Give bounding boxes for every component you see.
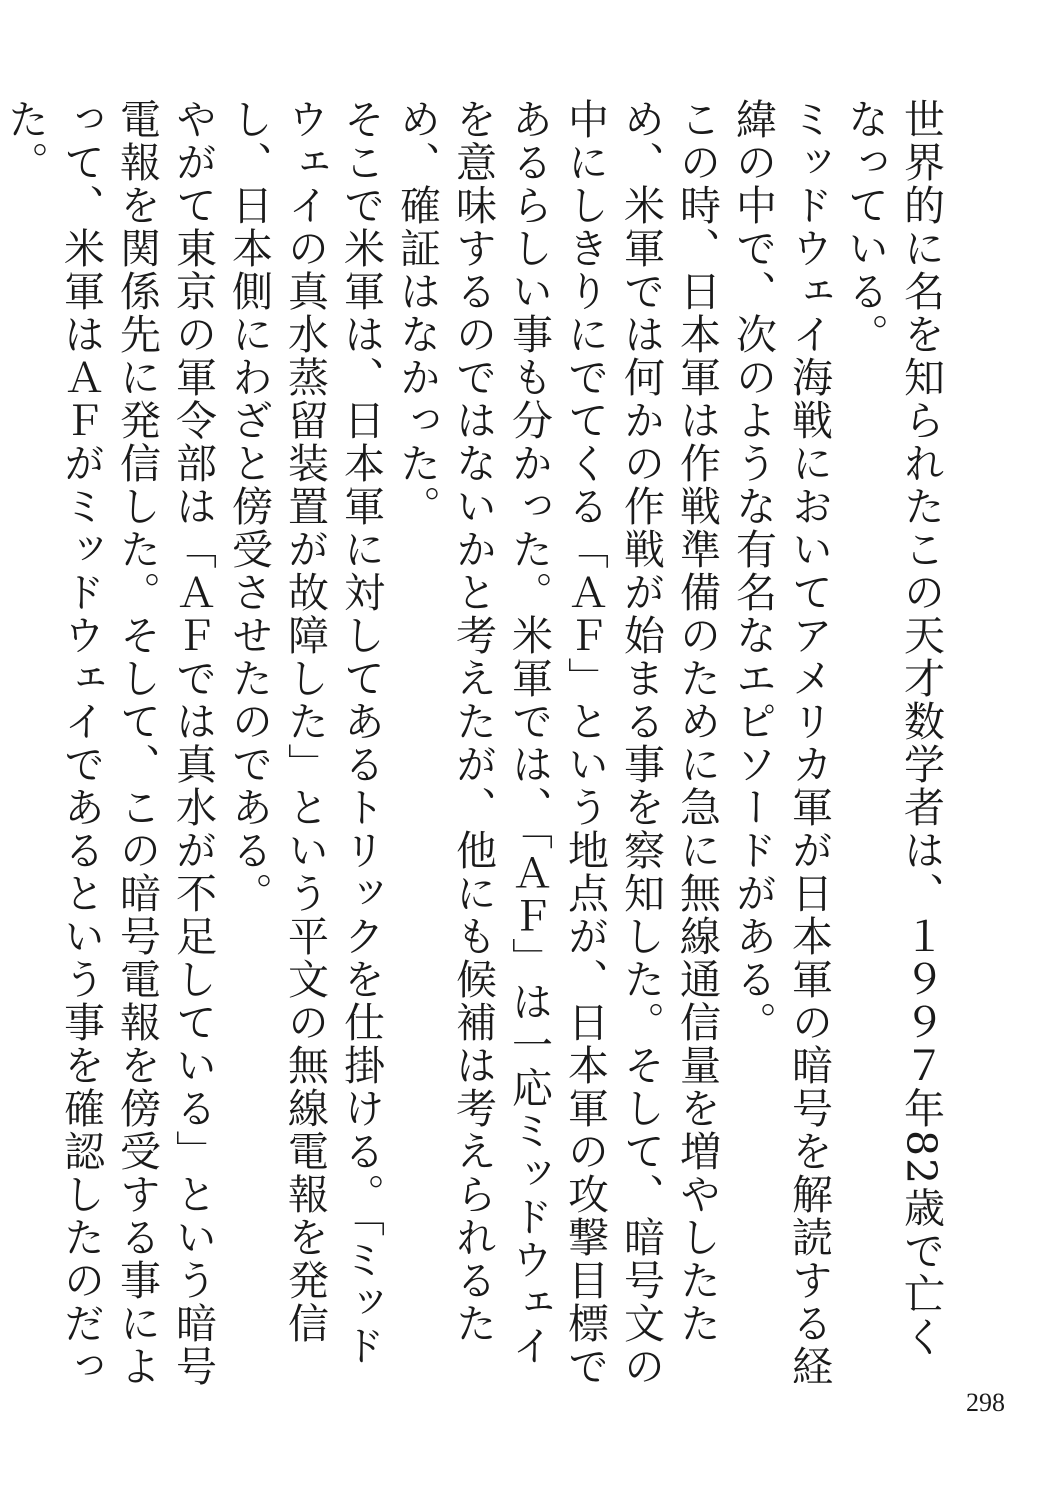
paragraph-4: そこで米軍は、日本軍に対してあるトリックを仕掛ける。「ミッドウェイの真水蒸留装置が故障した」という平文の無線電報を発信し、日本側にわざと傍受させたのである。 xyxy=(225,98,385,1368)
paragraph-5: やがて東京の軍令部は「ＡＦでは真水が不足している」という暗号電報を関係先に発信した。そして、この暗号電報を傍受する事によって、米軍はＡＦがミッドウェイであるという事を確認したのだった。 xyxy=(1,98,217,1388)
paragraph-3: この時、日本軍は作戦準備のために急に無線通信量を増やしたため、米軍では何かの作戦が始まる事を察知した。そして、暗号文の中にしきりにでてくる「ＡＦ」という地点が、日本軍の攻撃目標であるらしい事も分かった。米軍では、「ＡＦ」は一応ミッドウェイを意味するのではないかと考えたが、他にも候補は考えられるため、確証はなかった。 xyxy=(393,98,721,1388)
body-text xyxy=(1,98,949,1388)
page-number: 298 xyxy=(966,1388,1005,1417)
paragraph-2: ミッドウェイ海戦においてアメリカ軍が日本軍の暗号を解読する経緯の中で、次のような有名なエピソードがある。 xyxy=(729,98,833,1388)
paragraph-1: 世界的に名を知られたこの天才数学者は、１９９７年82歳で亡くなっている。 xyxy=(841,98,945,1359)
